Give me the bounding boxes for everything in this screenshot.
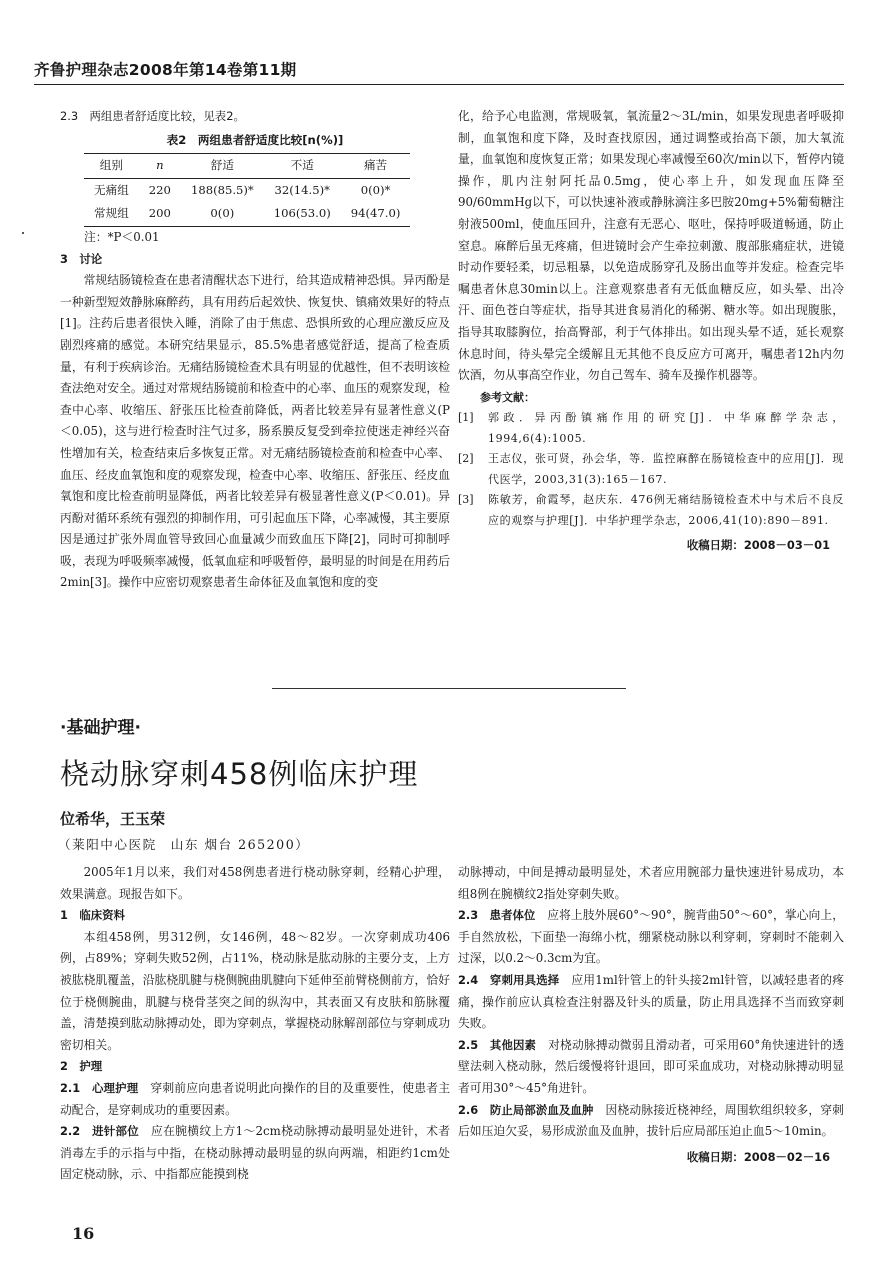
section-2-4-label: 2.4 穿刺用具选择 <box>458 972 560 987</box>
table-header-cell: 痛苦 <box>341 154 411 179</box>
table-header-cell: 不适 <box>264 154 341 179</box>
reference-item <box>458 408 844 449</box>
scan-speck <box>22 232 24 234</box>
table-cell: 94(47.0) <box>341 202 411 226</box>
reference-item <box>458 449 844 490</box>
article-title: 桡动脉穿刺458例临床护理 <box>60 757 419 791</box>
discussion-paragraph: 常规结肠镜检查在患者清醒状态下进行，给其造成精神恐惧。异丙酚是一种新型短效静脉麻醉药，具有用药后起效快、恢复快、镇痛效果好的特点[1]。注药后患者很快入睡，消除了由于焦虑、恐惧所致的心理应激反应及剧烈疼痛的感觉。本研究结果显示，85.5%患者感觉舒适，提高了检查质量，有利于疾病诊治。无痛结肠镜检查术具有明显的优越性，但不表明该检查法绝对安全。通过对常规结肠镜前和检查中的心率、血压的观察发现，检查中心率、收缩压、舒张压比检查前降低，两者比较差异有显著性意义(P＜0.05)，这与进行检查时注气过多，肠系膜反复受到牵拉使迷走神经兴奋性增加有关，检查结束后多恢复正常。对无痛结肠镜检查前和检查中心率、血压、经皮血氧饱和度的观察发现，检查中心率、收缩压、舒张压、经皮血氧饱和度比检查前明显降低，两者比较差异有极显著性意义(P＜0.01)。异丙酚对循环系统有强烈的抑制作用，可引起血压下降，心率减慢，其主要原因是通过扩张外周血管导致回心血量减少而致血压下降[2]，同时可抑制呼吸，表现为呼吸频率减慢，低氧血症和呼吸暂停，最明显的时间是在用药后2min[3]。操作中应密切观察患者生命体征及血氧饱和度的变 <box>60 273 450 590</box>
section-2-6 <box>458 1100 844 1143</box>
affiliation: （莱阳中心医院 山东 烟台 265200） <box>58 837 310 852</box>
reference-text: 陈敏芳，俞霞琴，赵庆东．476例无痛结肠镜检查术中与术后不良反应的观察与护理[J]．中华护理学杂志，2006,41(10):890－891. <box>488 493 844 527</box>
section-2-6-text: 因桡动脉接近桡神经，周围软组织较多，穿刺后如压迫欠妥，易形成淤血及血肿，拔针后应局部压迫止血5～10min。 <box>458 1102 844 1139</box>
section-2-2-cont: 动脉搏动，中间是搏动最明显处，术者应用腕部力量快速进针易成功，本组8例在腕横纹2指处穿刺失败。 <box>458 865 844 901</box>
table-note: 注：*P＜0.01 <box>84 229 160 244</box>
reference-item <box>458 490 844 531</box>
section-2-3b <box>458 905 844 970</box>
section-2-5-label: 2.5 其他因素 <box>458 1037 537 1052</box>
table-cell: 0(0) <box>181 202 264 226</box>
received-date-2: 收稿日期：2008－02－16 <box>686 1149 830 1164</box>
reference-number: [2] <box>458 452 474 466</box>
reference-number: [1] <box>458 411 474 425</box>
table-header-cell: 舒适 <box>181 154 264 179</box>
section-2-4 <box>458 970 844 1035</box>
table-cell: 188(85.5)* <box>190 182 254 197</box>
section-label: ·基础护理· <box>60 718 141 738</box>
discussion-paragraph-cont: 化，给予心电监测，常规吸氧，氧流量2～3L/min，如果发现患者呼吸抑制，血氧饱和度下降，及时查找原因，通过调整或抬高下颌，加大氧流量，血氧饱和度恢复正常；如果发现心率减慢至60次/min以下，暂停内镜操作，肌内注射阿托品0.5mg，使心率上升，如发现血压降至90/60mmHg以下，可以快速补液或静脉滴注多巴胺20mg+5%葡萄糖注射液500ml，使血压回升，注意有无恶心、呕吐，保持呼吸道畅通，防止窒息。麻醉后虽无疼痛，但进镜时会产生牵拉刺激、腹部胀痛症状，进镜时动作要轻柔，切忌粗暴，以免造成肠穿孔及肠出血等并发症。检查完毕嘱患者休息30min以上。注意观察患者有无低血糖反应，如头晕、出冷汗、面色苍白等症状，指导其进食易消化的稀粥、糖水等。如出现腹胀，指导其取膝胸位，抬高臀部，利于气体排出。如出现头晕不适，延长观察休息时间，待头晕完全缓解且无其他不良反应方可离开，嘱患者12h内勿饮酒，勿从事高空作业，勿自己驾车、骑车及操作机器等。 <box>458 109 844 383</box>
section-2-2 <box>60 1121 450 1186</box>
table-header-cell: 组别 <box>84 154 139 179</box>
references-heading: 参考文献： <box>480 390 535 404</box>
received-date: 收稿日期：2008－03－01 <box>686 538 830 553</box>
section-2-5 <box>458 1035 844 1100</box>
table-cell: 无痛组 <box>94 182 129 197</box>
reference-text: 王志仪，张可贤，孙会华，等．监控麻醉在肠镜检查中的应用[J]．现代医学，2003,31(3):165－167. <box>488 452 844 486</box>
comfort-table <box>84 153 410 227</box>
table-cell: 0(0)* <box>360 182 391 197</box>
heading-clinical-data: 1 临床资料 <box>60 908 125 923</box>
page-number: 16 <box>72 1224 95 1243</box>
authors: 位希华，王玉荣 <box>60 810 166 828</box>
section-2-3b-label: 2.3 患者体位 <box>458 908 536 923</box>
table-header-row <box>84 154 410 179</box>
table-cell: 常规组 <box>84 202 139 226</box>
clinical-data-paragraph: 本组458例，男312例，女146例，48～82岁。一次穿刺成功406例，占89%；穿刺失败52例，占11%，桡动脉是肱动脉的主要分支，上方被肱桡肌覆盖，沿肱桡肌腱与桡侧腕曲肌腱向下延伸至前臂桡侧前方，恰好位于桡侧腕曲，肌腱与桡骨茎突之间的纵沟中，其表面又有皮肤和筋脉覆盖，清楚摸到肱动脉搏动处，即为穿刺点，掌握桡动脉解剖部位与穿刺成功密切相关。 <box>60 929 450 1052</box>
article-divider <box>272 688 626 689</box>
section-2-1-text: 穿刺前应向患者说明此向操作的目的及重要性，使患者主动配合，是穿刺成功的重要因素。 <box>60 1080 450 1117</box>
section-2-3b-text: 应将上肢外展60°～90°，腕背曲50°～60°，掌心向上，手自然放松，下面垫一海绵小枕，绷紧桡动脉以利穿刺，穿刺时不能刺入过深，以0.2～0.3cm为宜。 <box>458 908 845 966</box>
journal-header: 齐鲁护理杂志2008年第14卷第11期 <box>34 61 297 79</box>
section-2-3: 2.3 两组患者舒适度比较，见表2。 <box>60 109 245 123</box>
bottom-left-column <box>60 862 450 1186</box>
section-2-4-text: 应用1ml针管上的针头接2ml针管，以减轻患者的疼痛，操作前应认真检查注射器及针头的质量，防止用具选择不当而致穿刺失败。 <box>458 972 844 1031</box>
discussion-heading: 3 讨论 <box>60 251 103 266</box>
bottom-right-column <box>458 862 844 1168</box>
table-row <box>84 178 410 202</box>
table-header-cell: n <box>139 154 181 179</box>
section-2-2-text: 应在腕横纹上方1～2cm桡动脉搏动最明显处进针，术者消毒左手的示指与中指，在桡动脉搏动最明显的纵向两端，相距约1cm处固定桡动脉，示、中指都应能摸到桡 <box>60 1124 450 1182</box>
table-caption: 表2 两组患者舒适度比较[n(%)] <box>166 132 344 147</box>
heading-nursing: 2 护理 <box>60 1059 103 1074</box>
top-right-column <box>458 106 844 557</box>
section-2-5-text: 对桡动脉搏动微弱且滑动者，可采用60°角快速进针的透壁法刺入桡动脉，然后缓慢将针退回，即可采血成功，对桡动脉搏动明显者可用30°～45°角进针。 <box>458 1037 844 1095</box>
section-2-2-label: 2.2 进针部位 <box>60 1124 139 1139</box>
top-left-column <box>60 106 450 594</box>
table-cell: 32(14.5)* <box>274 182 330 197</box>
table-cell: 200 <box>139 202 181 226</box>
reference-number: [3] <box>458 493 474 507</box>
table-cell: 106(53.0) <box>264 202 341 226</box>
section-2-1-label: 2.1 心理护理 <box>60 1080 139 1095</box>
section-2-6-label: 2.6 防止局部淤血及血肿 <box>458 1102 594 1117</box>
table-cell: 220 <box>148 182 171 197</box>
article-intro: 2005年1月以来，我们对458例患者进行桡动脉穿刺，经精心护理，效果满意。现报告如下。 <box>60 865 450 901</box>
reference-text: 郭政．异丙酚镇痛作用的研究[J]．中华麻醉学杂志，1994,6(4):1005. <box>488 411 844 445</box>
section-2-1 <box>60 1078 450 1121</box>
header-rule <box>34 84 844 85</box>
table-row <box>84 202 410 226</box>
